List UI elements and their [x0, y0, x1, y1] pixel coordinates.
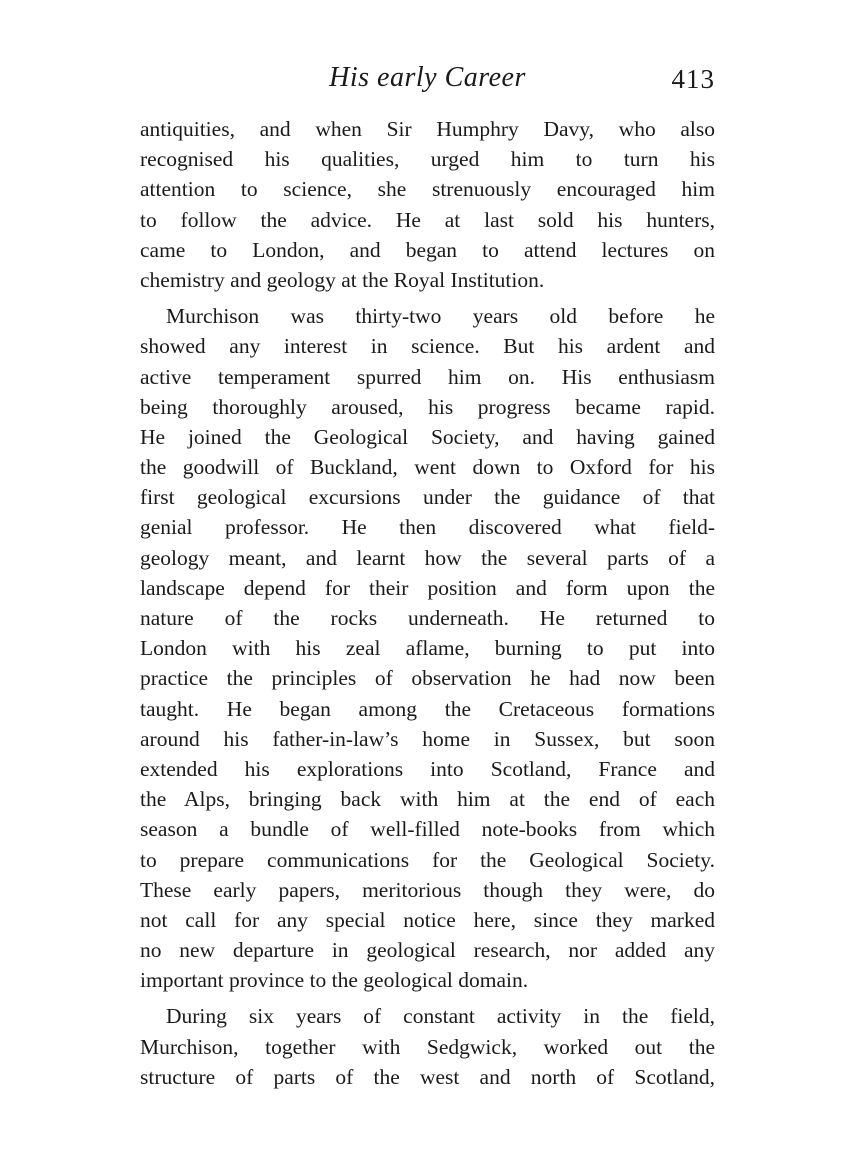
text-line: active temperament spurred him on. His enthusiasm: [140, 364, 715, 389]
running-title: His early Career: [329, 62, 526, 93]
text-line: geology meant, and learnt how the several parts of a: [140, 545, 715, 570]
text-line: antiquities, and when Sir Humphry Davy, who also: [140, 117, 715, 141]
text-line: nature of the rocks underneath. He returned to: [140, 606, 715, 630]
text-line: extended his explorations into Scotland, France and: [140, 756, 715, 781]
text-line: showed any interest in science. But his ardent and: [140, 334, 715, 359]
text-line: Murchison was thirty-two years old before he: [166, 304, 715, 329]
text-line: to follow the advice. He at last sold his hunters,: [140, 207, 715, 232]
text-line: important province to the geological domain.: [140, 968, 529, 993]
text-line: taught. He began among the Cretaceous formations: [140, 696, 715, 721]
page-number: 413: [671, 64, 715, 94]
text-line: chemistry and geology at the Royal Institution.: [140, 267, 545, 292]
text-line: the Alps, bringing back with him at the end of each: [140, 787, 715, 812]
paragraph-3: [140, 1001, 715, 1092]
text-line: During six years of constant activity in the field,: [166, 1004, 715, 1029]
text-line: These early papers, meritorious though they were, do: [140, 877, 715, 902]
body-text: [140, 114, 715, 1092]
text-line: to prepare communications for the Geological Society.: [140, 847, 715, 872]
text-line: recognised his qualities, urged him to turn his: [140, 147, 715, 172]
text-line: season a bundle of well-filled note-books from which: [140, 817, 715, 842]
text-line: structure of parts of the west and north of Scotland,: [140, 1064, 715, 1089]
running-head: [140, 62, 715, 102]
text-line: attention to science, she strenuously encouraged him: [140, 177, 715, 202]
text-line: landscape depend for their position and form upon the: [140, 575, 715, 600]
text-line: London with his zeal aflame, burning to put into: [140, 636, 715, 661]
text-line: not call for any special notice here, since they marked: [140, 907, 715, 932]
text-line: around his father-in-law’s home in Sussex, but soon: [140, 726, 715, 751]
text-line: came to London, and began to attend lectures on: [140, 237, 715, 262]
text-line: the goodwill of Buckland, went down to Oxford for his: [140, 455, 715, 480]
text-line: first geological excursions under the guidance of that: [140, 485, 715, 510]
text-line: Murchison, together with Sedgwick, worked out the: [140, 1034, 715, 1059]
text-line: genial professor. He then discovered what field-: [140, 515, 715, 540]
text-line: no new departure in geological research, nor added any: [140, 938, 715, 963]
paragraph-1: [140, 114, 715, 295]
paragraph-2: [140, 301, 715, 995]
text-line: practice the principles of observation he had now been: [140, 666, 715, 691]
text-line: being thoroughly aroused, his progress became rapid.: [140, 394, 715, 419]
text-line: He joined the Geological Society, and having gained: [140, 424, 715, 449]
